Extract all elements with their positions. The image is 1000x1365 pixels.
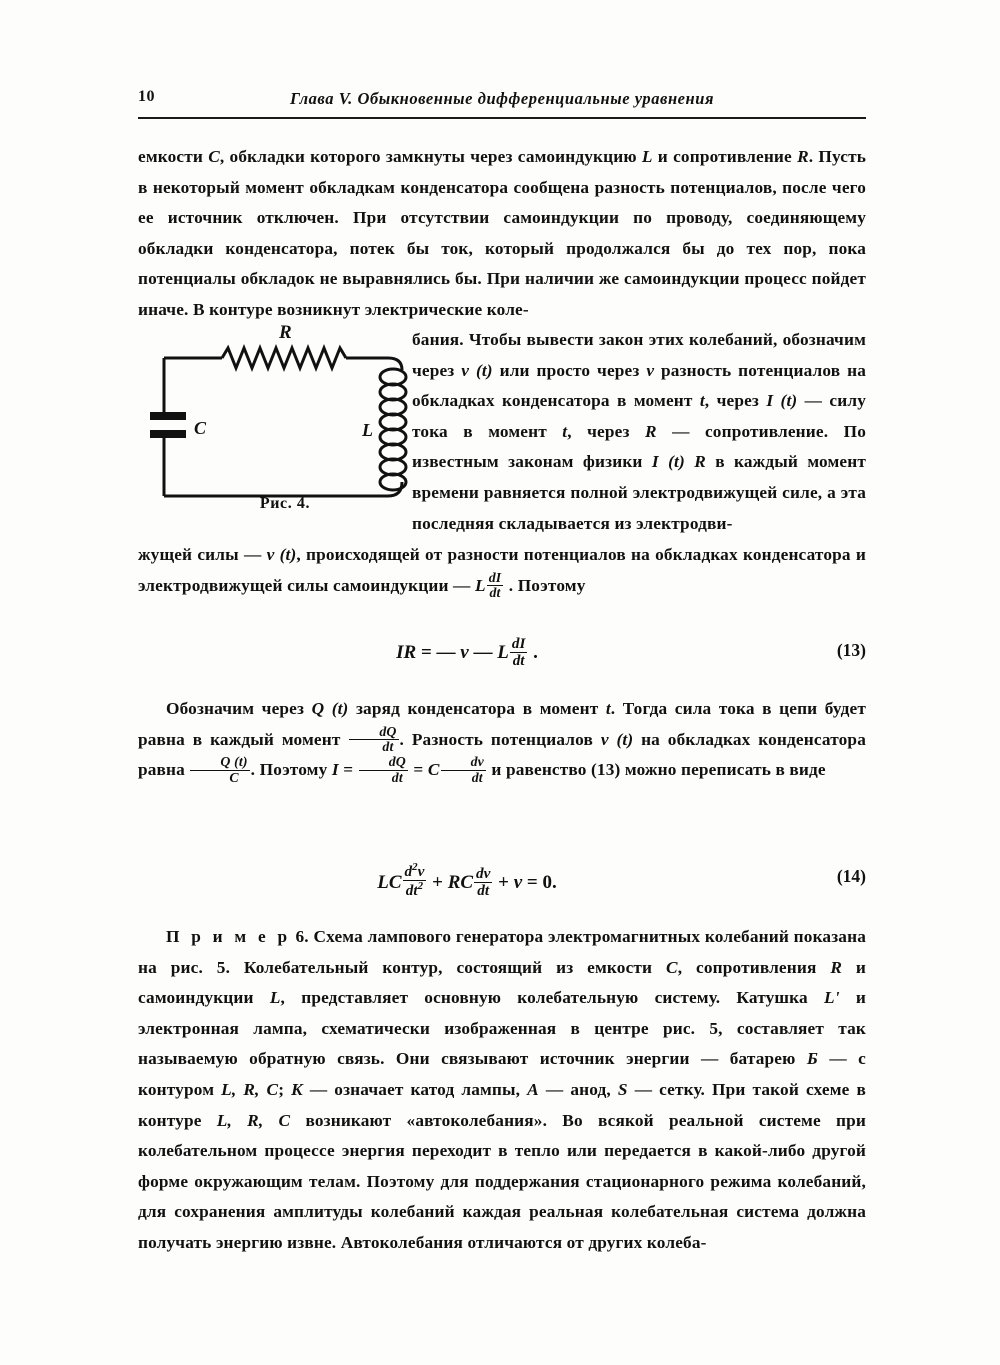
example-label: П р и м е р [166,927,291,946]
dt-symbol: dt [405,882,418,900]
math-t: t [699,391,705,411]
fraction-dq-dt [349,725,398,755]
fraction-denominator: dt [349,739,398,755]
paragraph-example-6-text [138,922,866,1259]
text-run: , представляет основную колебательную систему. Катушка [280,988,825,1008]
math-v-of-t: v (t) [600,729,634,749]
math-r: R [644,421,657,441]
example-number: 6. [290,927,309,946]
superscript-2: 2 [417,880,424,893]
paragraph-after-figure [138,540,866,601]
text-run: возникают «автоколебания». Во всякой реальной системе при колебательном процессе энергия переходит в тепло или передается в какой-либо другой форме окружающим телам. Поэтому для поддержания стационарного режима колебаний, для сохранения амплитуды колебаний каждая реальная колебательная система должна получать энергию извне. Автоколебания отличаются от других колеба- [138,1110,866,1252]
text-run: — анод, [538,1079,618,1099]
paragraph-charge-text [138,694,866,786]
figure-caption: Рис. 4. [259,495,311,512]
eq13-l: L [497,641,509,663]
text-run: . Разность потенциалов [399,729,601,749]
eq13-period: . [528,641,538,663]
text-run: — означает катод лампы, [302,1079,528,1099]
math-a: A [527,1079,539,1099]
text-run: и равенство (13) можно переписать в виде [486,760,826,780]
plus-sign: + [427,871,448,893]
fraction-dv-dt [441,755,486,785]
math-v-of-t: v (t) [461,360,493,380]
fraction-denominator: dt [474,882,492,899]
paragraph-after-figure-text [138,540,866,601]
math-l-r-c: L, R, C [216,1110,291,1130]
eq14-rc: RC [447,871,474,893]
math-symbol-l: L [641,147,653,166]
fraction-numerator: dQ [388,754,406,770]
math-q-of-t: Q (t) [311,699,349,718]
fraction-denominator: dt [359,770,408,786]
eq14-fraction-d2v-dt2 [403,862,427,899]
math-v: v [646,360,655,380]
equals-sign: = [338,760,358,780]
equation-14 [138,862,866,899]
math-c: C [666,957,678,977]
text-run: в каждый момент времени равняется полной электродвижущей силе, а эта последняя складывается из электродви- [412,452,866,533]
math-s: S [617,1079,628,1099]
text-run: . Поэтому [250,760,332,780]
math-k: K [291,1079,303,1099]
text-run: . Тогда сила тока в цепи будет равна в каждый момент [138,699,866,749]
text-run: Схема лампового генератора электромагнитных колебаний показана на рис. 5. Колебательный контур, состоящий из емкости [138,927,866,977]
page-header [138,88,866,114]
equation-14-body [138,862,866,899]
text-run: бания. Чтобы вывести закон этих колебаний, обозначим через [412,330,866,380]
text-run: — сопротивление. По известным законам физики [412,421,867,472]
paragraph-charge [138,694,866,786]
text-run: заряд конденсатора в момент [348,699,606,718]
eq13-equals: = [416,641,437,663]
math-symbol-r: R [797,147,809,166]
math-t: t [605,699,611,718]
math-b: Б [806,1049,818,1069]
eq13-minus2: — [468,641,498,663]
text-run: ; [278,1079,292,1099]
fraction-numerator: dQ [379,723,397,739]
paragraph-intro-text [138,142,866,326]
eq13-fraction [510,636,528,669]
paragraph-intro [138,142,866,326]
equation-14-number: (14) [836,866,866,886]
math-c: C [427,760,440,780]
plus-sign: + [493,871,514,893]
math-t: t [562,421,568,441]
equals-sign: = [408,760,428,780]
paragraph-example-6 [138,922,866,1259]
fraction-numerator: dv [470,754,484,770]
eq13-lhs: IR [396,641,417,663]
text-run: . Пусть в некоторый момент обкладкам конденсатора сообщена разность потенциалов, после чего ее источник отключен. При отсутствии самоиндукции по проводу, соединяющему обкладки конденсатора, потек бы ток, который продолжался бы до тех пор, пока потенциалы обкладок не выравнялись бы. При наличии же самоиндукции процесс пойдет иначе. В контуре возникнут электрические коле- [138,147,867,319]
math-v-of-t: v (t) [266,545,297,564]
math-l: L [269,988,281,1008]
equation-13-body [138,636,866,669]
text-run: — силу тока в момент [412,391,866,441]
fraction-numerator: dI [488,569,502,585]
v-symbol: v [417,863,425,881]
page-number: 10 [138,88,155,105]
header-rule [138,117,866,119]
text-run: и электронная лампа, схематически изображенная в центре рис. 5, составляет так называемую обратную связь. Они связывают источник энергии — батарею [138,988,866,1069]
equation-13 [138,636,866,669]
fraction-dq-dt-2 [359,755,408,785]
math-r: R [830,957,843,977]
text-run: , происходящей от разности потенциалов на обкладках конденсатора и электродвижущей силы самоиндукции — [138,545,866,595]
fraction-di-dt [487,571,504,601]
text-run: , обкладки которого замкнуты через самоиндукцию [219,147,642,166]
fraction-denominator: dt [487,585,504,601]
fraction-denominator: dt [441,770,486,786]
text-run: жущей силы — [138,545,267,564]
fraction-denominator [403,880,427,899]
math-l-prime: L' [824,988,840,1008]
fraction-numerator: Q (t) [220,754,248,770]
running-title: Глава V. Обыкновенные дифференциальные уравнения [289,89,715,108]
text-run: разность потенциалов на обкладках конденсатора в момент [412,360,866,411]
math-l-r-c: L, R, C [221,1079,279,1099]
figure-label-c: C [194,418,207,438]
figure-label-r: R [279,322,292,343]
figure-float-placeholder [138,325,412,533]
eq13-v: v [460,641,469,663]
fraction-denominator: C [190,770,249,786]
text-run: . Поэтому [504,575,586,595]
eq14-lc: LC [377,871,402,893]
eq14-fraction-dv-dt [474,866,492,899]
paragraph-wrapped [138,325,866,539]
eq14-v: v [513,871,523,893]
fraction-qt-c [190,755,249,785]
math-symbol-c: C [208,147,220,166]
math-l: L [474,575,486,595]
fraction-numerator: dv [476,865,491,883]
text-run: , через [704,391,767,411]
eq14-zero: 0. [542,871,557,893]
text-run: на обкладках конденсатора равна [138,729,866,780]
d-symbol: d [404,863,413,881]
text-run: , сопротивления [677,957,831,977]
superscript-2: 2 [412,861,418,873]
fraction-numerator [403,862,427,880]
equals-sign: = [522,871,543,893]
text-run: и сопротивление [652,147,798,166]
equation-13-number: (13) [836,640,866,660]
text-run: емкости [138,147,209,166]
text-run: — с контуром [138,1049,866,1099]
text-run: Обозначим через [166,699,312,718]
math-i: I [331,760,339,780]
eq13-minus: — [436,641,461,663]
fraction-numerator: dI [511,635,526,652]
text-run: или просто через [492,360,647,380]
figure-label-l: L [362,420,373,440]
fraction-denominator: dt [510,652,528,669]
text-run: — сетку. При такой схеме в контуре [138,1079,866,1130]
math-i-of-t-r: I (t) R [651,452,706,472]
math-i-of-t: I (t) [766,391,798,411]
text-run: и самоиндукции [138,957,866,1008]
text-run: , через [567,421,645,441]
